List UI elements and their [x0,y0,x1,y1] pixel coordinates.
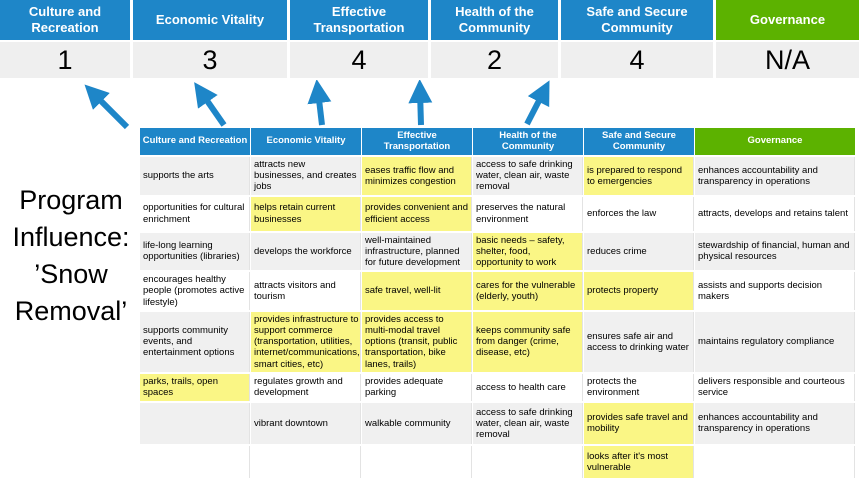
program-label-line: ’Snow [34,259,108,289]
matrix-cell: attracts, develops and retains talent [695,197,855,231]
summary-column [716,0,859,78]
matrix-cell: encourages healthy people (promotes active lifestyle) [140,272,250,310]
matrix-cell: preserves the natural environment [473,197,583,231]
matrix-header-cell: Economic Vitality [251,128,361,155]
matrix-header-cell: Health of the Community [473,128,583,155]
influence-arrow [201,92,224,125]
influence-arrow [420,91,421,125]
summary-header-label: Economic Vitality [133,0,287,40]
matrix-header-row [140,128,855,155]
matrix-cell [362,446,472,478]
matrix-table [140,128,855,478]
matrix-cell-highlighted: cares for the vulnerable (elderly, youth) [473,272,583,310]
summary-column [561,0,713,78]
matrix-cell [251,446,361,478]
summary-score-value: 4 [290,42,428,78]
summary-column [431,0,558,78]
program-label-line: Removal’ [14,296,128,326]
influence-arrow [318,91,322,125]
matrix-cell [473,446,583,478]
matrix-cell: protects the environment [584,374,694,401]
matrix-cell-highlighted: is prepared to respond to emergencies [584,157,694,195]
matrix-cell-highlighted: provides convenient and efficient access [362,197,472,231]
matrix-cell: supports community events, and entertainment options [140,312,250,372]
summary-row [0,0,859,78]
matrix-cell: assists and supports decision makers [695,272,855,310]
matrix-cell: access to health care [473,374,583,401]
program-label-line: Influence: [12,222,130,252]
matrix-row [140,272,855,310]
matrix-cell-highlighted: provides safe travel and mobility [584,403,694,444]
matrix-cell: opportunities for cultural enrichment [140,197,250,231]
matrix-cell-highlighted: keeps community safe from danger (crime, disease, etc) [473,312,583,372]
matrix-cell: attracts visitors and tourism [251,272,361,310]
matrix-cell: delivers responsible and courteous service [695,374,855,401]
matrix-cell-highlighted: safe travel, well-lit [362,272,472,310]
matrix-header-cell: Culture and Recreation [140,128,250,155]
matrix-row [140,403,855,444]
matrix-row [140,157,855,195]
influence-arrows [0,80,859,134]
matrix-cell [140,446,250,478]
matrix-cell: enforces the law [584,197,694,231]
matrix-header-cell: Safe and Secure Community [584,128,694,155]
matrix-row [140,197,855,231]
summary-score-value: 2 [431,42,558,78]
matrix-cell-highlighted: looks after it's most vulnerable [584,446,694,478]
matrix-cell-highlighted: protects property [584,272,694,310]
matrix-cell: walkable community [362,403,472,444]
influence-arrow [527,91,544,124]
matrix-cell-highlighted: eases traffic flow and minimizes congestion [362,157,472,195]
summary-header-label: Effective Transportation [290,0,428,40]
summary-header-label: Health of the Community [431,0,558,40]
matrix-header-cell: Governance [695,128,855,155]
matrix-cell-highlighted: basic needs – safety, shelter, food, opportunity to work [473,233,583,271]
summary-score-value: 4 [561,42,713,78]
influence-arrow [93,93,127,127]
matrix-cell [140,403,250,444]
summary-score-value: 1 [0,42,130,78]
matrix-cell: attracts new businesses, and creates jobs [251,157,361,195]
matrix-cell-highlighted: parks, trails, open spaces [140,374,250,401]
matrix-cell-highlighted: provides access to multi-modal travel options (transit, public transportation, bike lanes, trails) [362,312,472,372]
matrix-row [140,374,855,401]
matrix-cell: reduces crime [584,233,694,271]
summary-column [0,0,130,78]
summary-header-label: Culture and Recreation [0,0,130,40]
matrix-cell: regulates growth and development [251,374,361,401]
matrix-cell-highlighted: provides infrastructure to support commerce (transportation, utilities, internet/communications, smart cities, etc) [251,312,361,372]
matrix-cell: life-long learning opportunities (libraries) [140,233,250,271]
summary-header-label: Safe and Secure Community [561,0,713,40]
summary-score-value: N/A [716,42,859,78]
summary-score-value: 3 [133,42,287,78]
summary-band [0,0,859,78]
summary-header-label: Governance [716,0,859,40]
matrix-cell [695,446,855,478]
matrix-cell: provides adequate parking [362,374,472,401]
matrix-cell: develops the workforce [251,233,361,271]
matrix-row [140,312,855,372]
matrix-cell: maintains regulatory compliance [695,312,855,372]
program-influence-label [0,182,142,330]
matrix-cell: enhances accountability and transparency in operations [695,157,855,195]
matrix-cell: ensures safe air and access to drinking water [584,312,694,372]
matrix-cell: supports the arts [140,157,250,195]
matrix-row [140,446,855,478]
matrix-cell-highlighted: helps retain current businesses [251,197,361,231]
matrix-cell: enhances accountability and transparency in operations [695,403,855,444]
matrix-row [140,233,855,271]
matrix-header-cell: Effective Transportation [362,128,472,155]
program-label-line: Program [19,185,123,215]
matrix-cell: stewardship of financial, human and physical resources [695,233,855,271]
matrix-cell: access to safe drinking water, clean air, waste removal [473,157,583,195]
summary-column [133,0,287,78]
matrix-cell: vibrant downtown [251,403,361,444]
summary-column [290,0,428,78]
matrix-cell: well-maintained infrastructure, planned for future development [362,233,472,271]
matrix-cell: access to safe drinking water, clean air, waste removal [473,403,583,444]
